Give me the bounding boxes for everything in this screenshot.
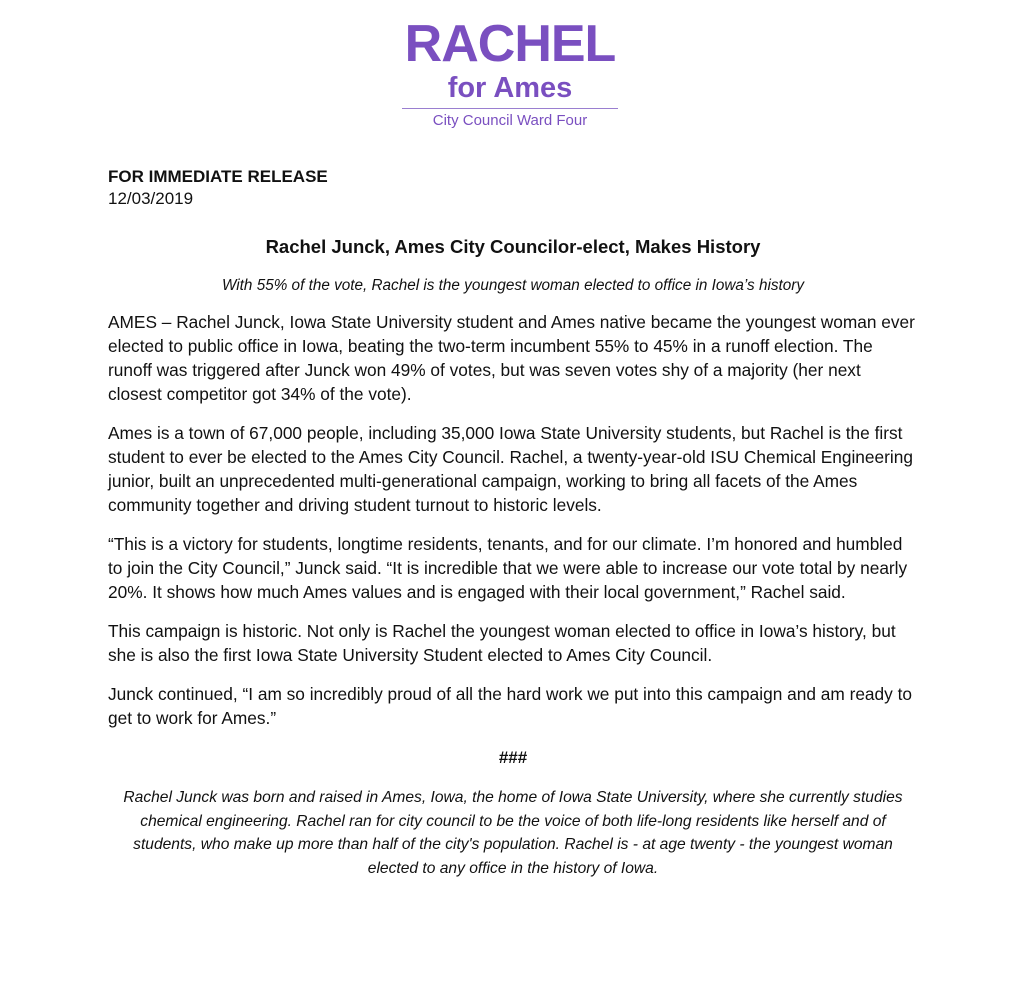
logo-name: RACHEL <box>404 15 616 73</box>
body-paragraph: “This is a victory for students, longtime residents, tenants, and for our climate. I’m honored and humbled to join the City Council,” Junck said. “It is incredible that we were able to increase our vote total by nearly 20%. It shows how much Ames values and is engaged with their local government,” Rachel said. <box>108 534 908 602</box>
press-release <box>108 166 918 880</box>
about-candidate: Rachel Junck was born and raised in Ames, Iowa, the home of Iowa State University, where she currently studies chemical engineering. Rachel ran for city council to be the voice of both life-long residents like herself and of students, who make up more than half of the city's population. Rachel is - at age twenty - the youngest woman elected to any office in the history of Iowa. <box>123 789 903 877</box>
body-paragraph: Junck continued, “I am so incredibly proud of all the hard work we put into this campaign and am ready to get to work for Ames.” <box>108 684 913 728</box>
logo-divider <box>402 108 618 109</box>
body-paragraph: Ames is a town of 67,000 people, including 35,000 Iowa State University students, but Rachel is the first student to ever be elected to the Ames City Council. Rachel, a twenty-year-old ISU Chemical Engineering junior, built an unprecedented multi-generational campaign, working to bring all facets of the Ames community together and driving student turnout to historic levels. <box>108 423 913 515</box>
body-paragraph: AMES – Rachel Junck, Iowa State University student and Ames native became the youngest woman ever elected to public office in Iowa, beating the two-term incumbent 55% to 45% in a runoff election. The runoff was triggered after Junck won 49% of votes, but was seven votes shy of a majority (her next closest competitor got 34% of the vote). <box>108 312 915 404</box>
release-label: FOR IMMEDIATE RELEASE <box>108 167 328 186</box>
body-paragraph: This campaign is historic. Not only is Rachel the youngest woman elected to office in Iowa’s history, but she is also the first Iowa State University Student elected to Ames City Council. <box>108 621 896 665</box>
subheadline: With 55% of the vote, Rachel is the youngest woman elected to office in Iowa’s history <box>221 277 805 294</box>
campaign-logo <box>380 15 640 131</box>
headline: Rachel Junck, Ames City Councilor-elect, Makes History <box>265 236 761 257</box>
logo-ward: City Council Ward Four <box>432 112 588 129</box>
logo-subtitle: for Ames <box>447 72 573 104</box>
release-date: 12/03/2019 <box>108 189 194 208</box>
end-separator: ### <box>498 748 528 767</box>
